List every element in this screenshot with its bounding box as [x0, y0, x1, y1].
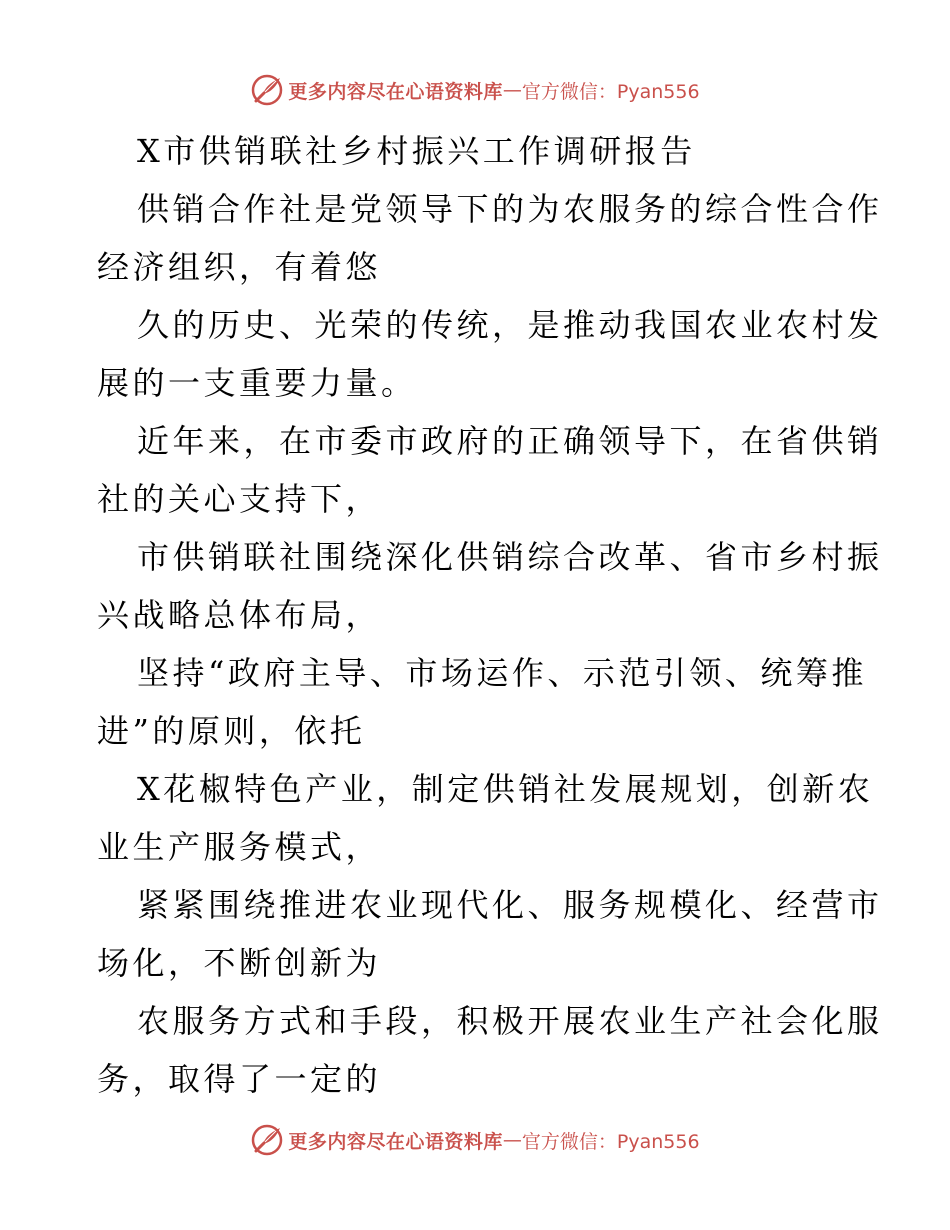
- watermark-main-text: 更多内容尽在心语资料库: [288, 80, 503, 103]
- text-line: 经济组织，有着悠: [97, 248, 382, 286]
- text-line: 近年来，在市委市政府的正确领导下，在省供销: [137, 422, 883, 460]
- text-line: 展的一支重要力量。: [97, 364, 417, 402]
- text-line: 久的历史、光荣的传统，是推动我国农业农村发: [137, 306, 883, 344]
- text-line: 业生产服务模式，: [97, 828, 382, 866]
- text-line: 进”的原则，依托: [97, 712, 366, 750]
- watermark-wechat-text: 官方微信：Pyan556: [521, 80, 700, 103]
- watermark-main-text: 更多内容尽在心语资料库: [288, 1130, 503, 1153]
- watermark-wechat-text: 官方微信：Pyan556: [521, 1130, 700, 1153]
- text-line: 场化，不断创新为: [97, 944, 382, 982]
- text-line: 务，取得了一定的: [97, 1060, 382, 1098]
- text-line: 社的关心支持下，: [97, 480, 382, 518]
- document-body: [97, 122, 883, 1108]
- text-line: 坚持“政府主导、市场运作、示范引领、统筹推: [137, 654, 867, 692]
- text-line: 市供销联社围绕深化供销综合改革、省市乡村振: [137, 538, 883, 576]
- footer-watermark: [0, 1120, 950, 1160]
- text-line: 紧紧围绕推进农业现代化、服务规模化、经营市: [137, 886, 883, 924]
- watermark-dash: —: [502, 79, 522, 101]
- watermark-dash: —: [502, 1129, 522, 1151]
- document-title: X市供销联社乡村振兴工作调研报告: [137, 132, 696, 170]
- text-line: 农服务方式和手段，积极开展农业生产社会化服: [137, 1002, 883, 1040]
- quill-logo-icon: [250, 1123, 284, 1157]
- text-line: 供销合作社是党领导下的为农服务的综合性合作: [137, 190, 883, 228]
- text-line: 兴战略总体布局，: [97, 596, 382, 634]
- text-line: X花椒特色产业，制定供销社发展规划，创新农: [137, 770, 874, 808]
- quill-logo-icon: [250, 73, 284, 107]
- header-watermark: [0, 70, 950, 110]
